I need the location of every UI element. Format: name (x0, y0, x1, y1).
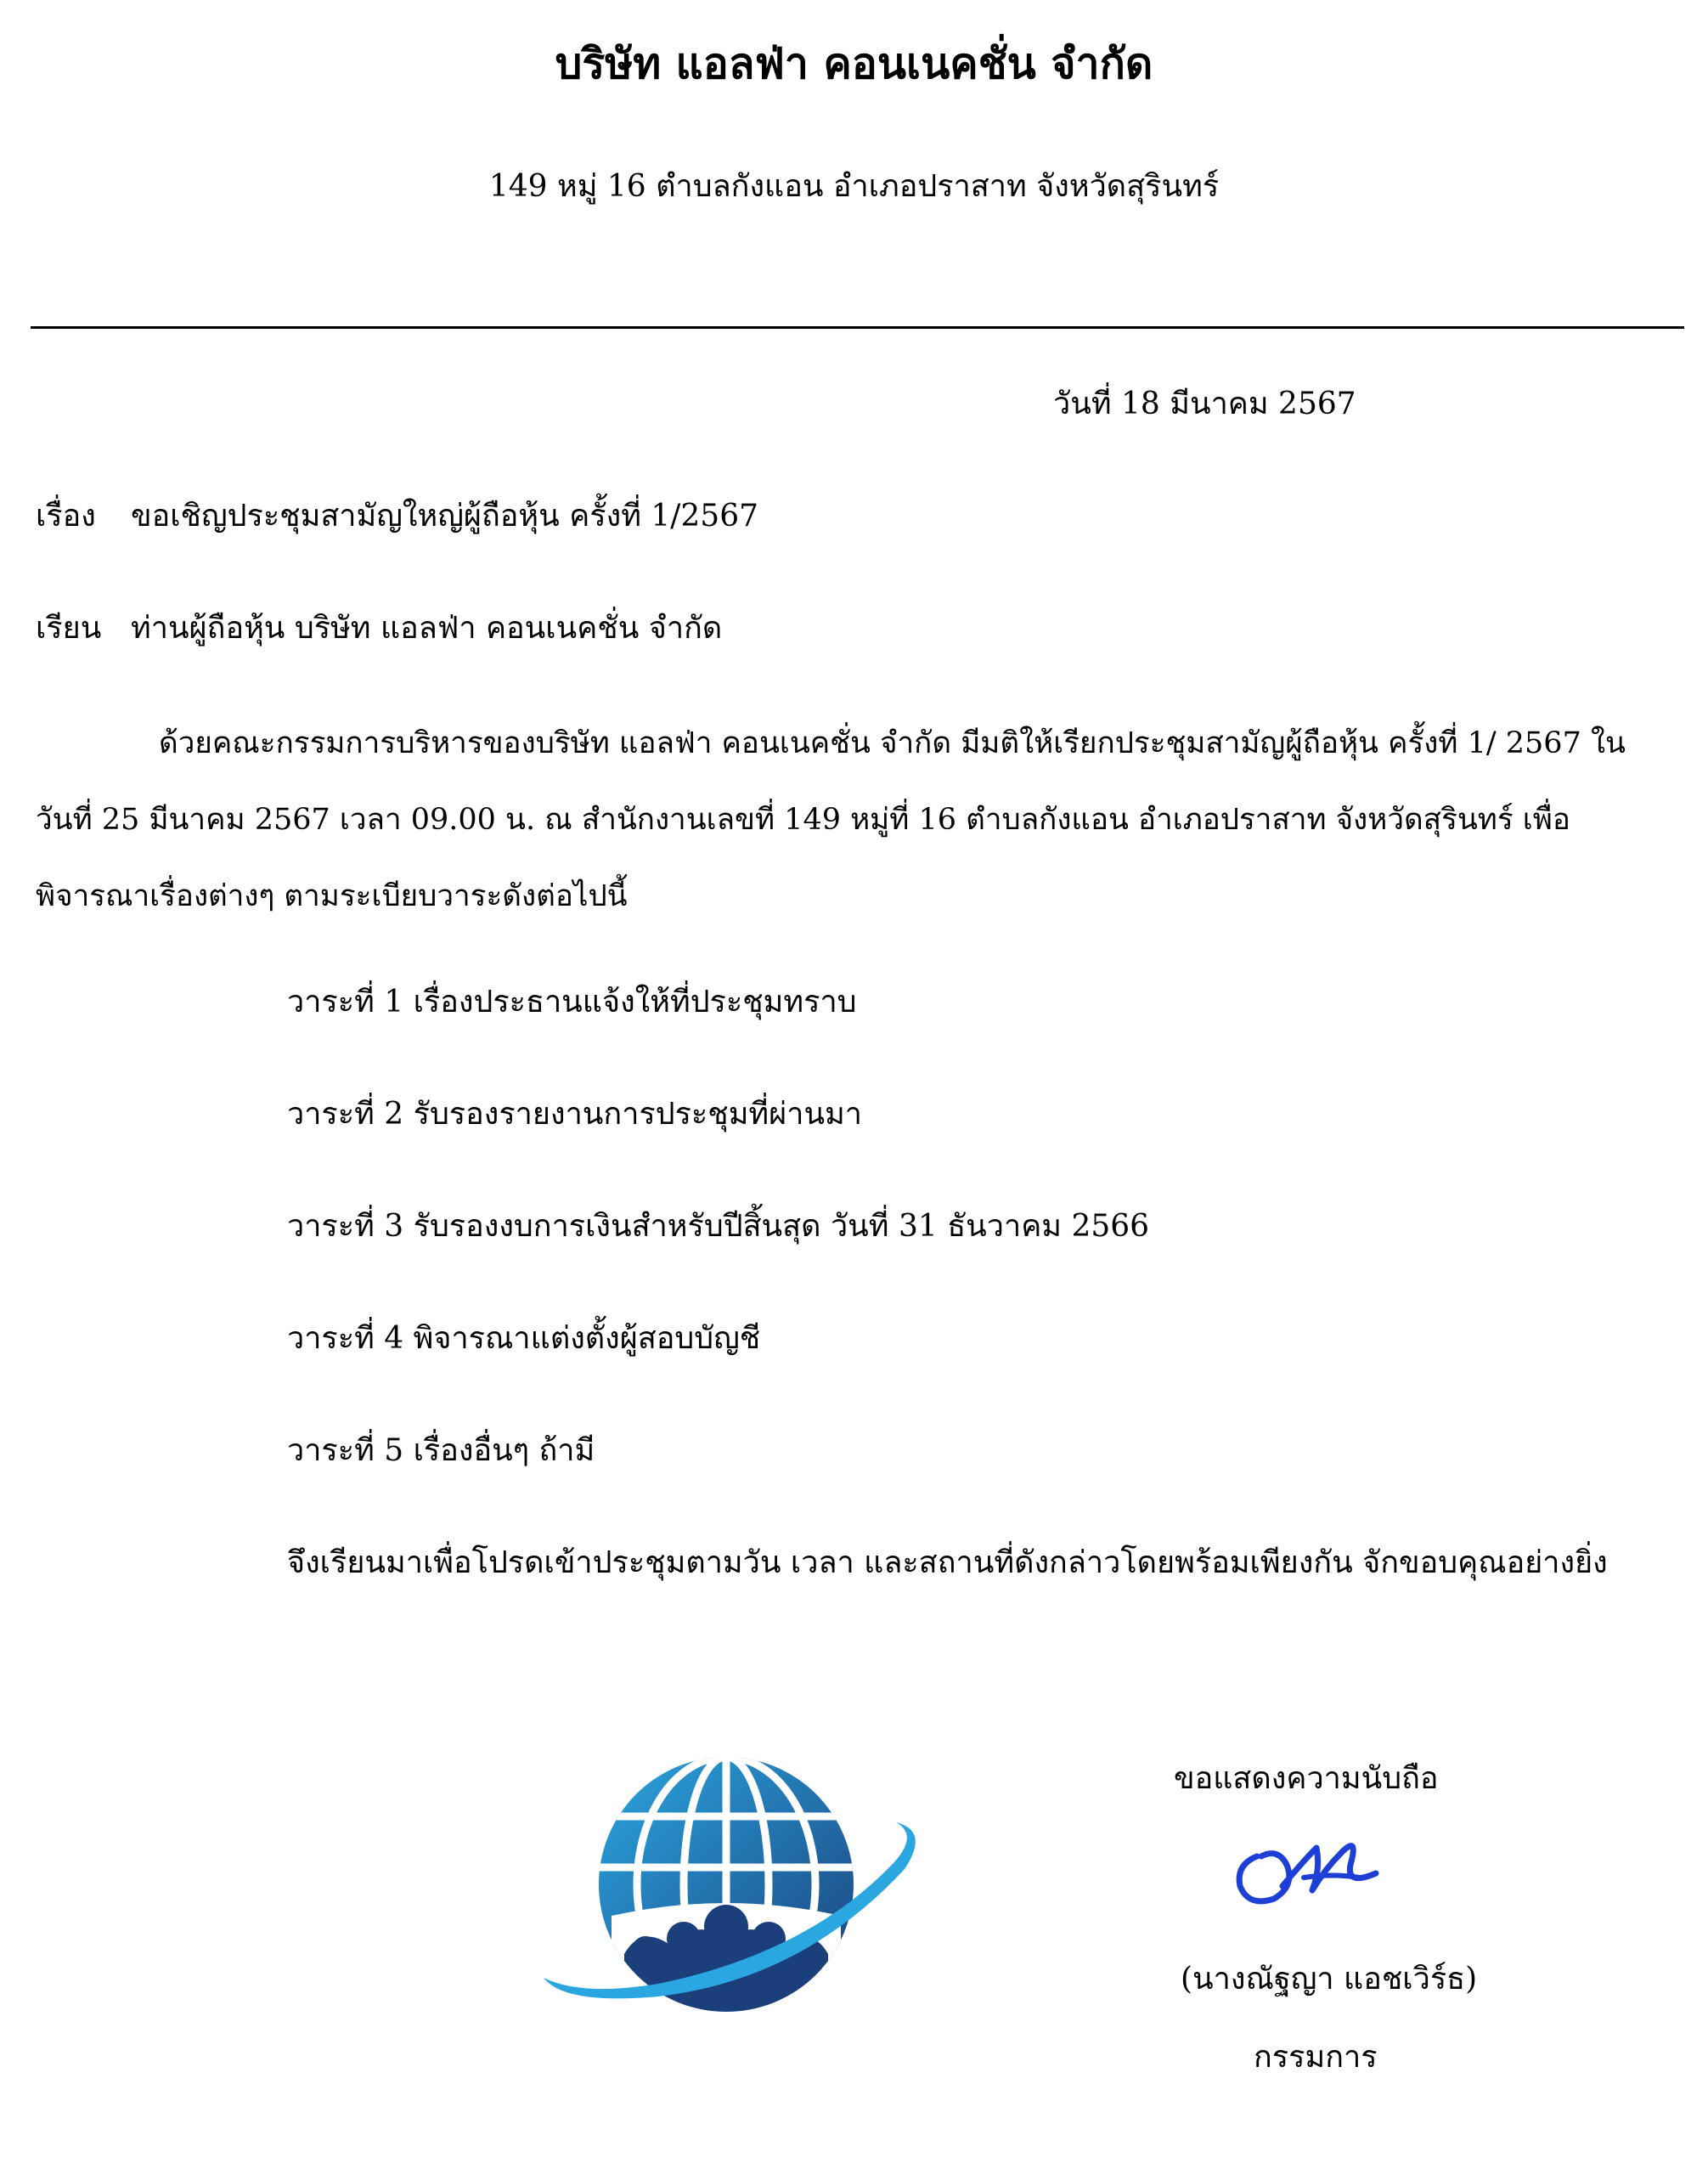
signatory-position: กรรมการ (1254, 2040, 1378, 2075)
agenda-item-3: วาระที่ 3 รับรองงบการเงินสำหรับปีสิ้นสุด วันที่ 31 ธันวาคม 2566 (287, 1209, 1150, 1244)
recipient-line (36, 603, 722, 652)
signatory-name: (นางณัฐญา แอชเวิร์ธ) (1181, 1962, 1478, 1996)
body-line: วันที่ 25 มีนาคม 2567 เวลา 09.00 น. ณ สำนักงานเลขที่ 149 หมู่ที่ 16 ตำบลกังแอน อำเภอปราสาท จังหวัดสุรินทร์ เพื่อ (36, 803, 1570, 837)
agenda-item-5: วาระที่ 5 เรื่องอื่นๆ ถ้ามี (287, 1433, 595, 1468)
agenda-item-4: วาระที่ 4 พิจารณาแต่งตั้งผู้สอบบัญชี (287, 1321, 761, 1356)
subject-line (36, 491, 758, 539)
letter-date: วันที่ 18 มีนาคม 2567 (1053, 387, 1356, 421)
body-paragraph (36, 705, 1675, 935)
signature-salutation: ขอแสดงความนับถือ (1174, 1761, 1439, 1796)
body-line: ด้วยคณะกรรมการบริหารของบริษัท แอลฟ่า คอนเนคชั่น จำกัด มีมติให้เรียกประชุมสามัญผู้ถือหุ้น ครั้งที่ 1/ 2567 ใน (159, 726, 1626, 760)
recipient-label: เรียน (36, 611, 102, 646)
subject-label: เรื่อง (36, 499, 96, 534)
company-address: 149 หมู่ 16 ตำบลกังแอน อำเภอปราสาท จังหวัดสุรินทร์ (488, 169, 1220, 204)
company-logo (531, 1742, 930, 2013)
closing-statement: จึงเรียนมาเพื่อโปรดเข้าประชุมตามวัน เวลา และสถานที่ดังกล่าวโดยพร้อมเพียงกัน จักขอบคุณอย่างยิ่ง (287, 1545, 1608, 1580)
body-line: พิจารณาเรื่องต่างๆ ตามระเบียบวาระดังต่อไปนี้ (36, 879, 628, 913)
recipient-text: ท่านผู้ถือหุ้น บริษัท แอลฟ่า คอนเนคชั่น จำกัด (131, 611, 723, 646)
agenda-item-1: วาระที่ 1 เรื่องประธานแจ้งให้ที่ประชุมทราบ (287, 985, 857, 1019)
agenda-item-2: วาระที่ 2 รับรองรายงานการประชุมที่ผ่านมา (287, 1097, 863, 1132)
company-name: บริษัท แอลฟ่า คอนเนคชั่น จำกัด (555, 38, 1153, 88)
subject-text: ขอเชิญประชุมสามัญใหญ่ผู้ถือหุ้น ครั้งที่ 1/2567 (131, 499, 759, 534)
header-divider (31, 326, 1684, 329)
handwritten-signature (1223, 1805, 1384, 1916)
